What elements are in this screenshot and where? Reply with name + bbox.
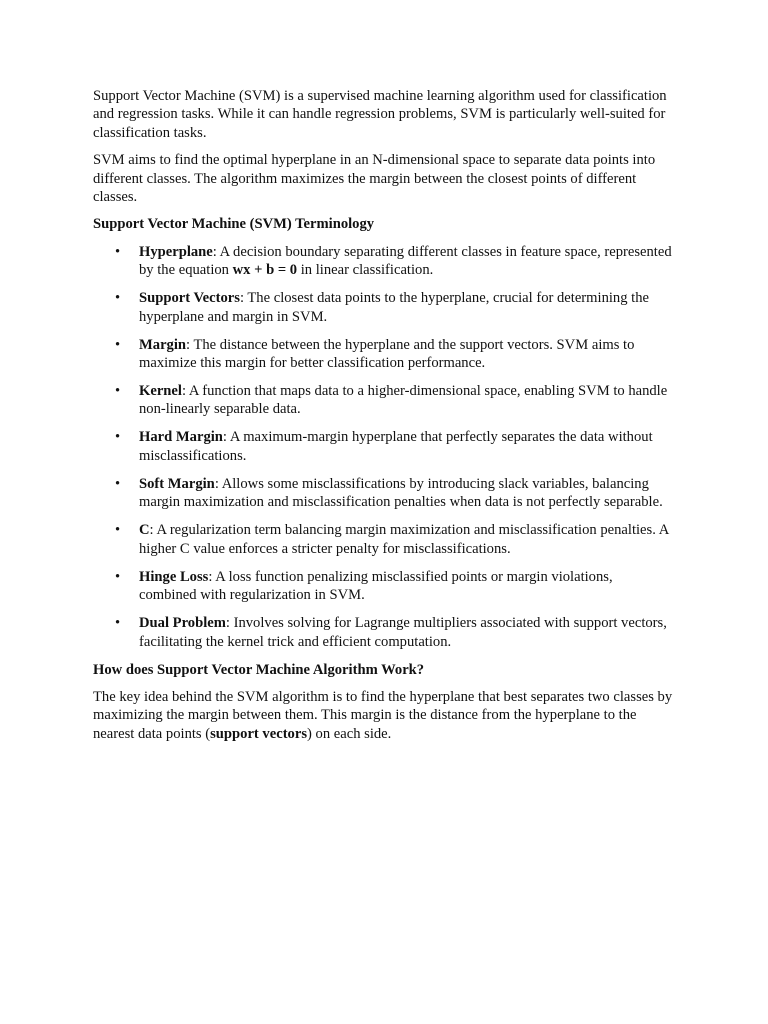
document-page (93, 87, 673, 752)
bullet-icon: • (115, 475, 121, 492)
term-label: Margin (139, 336, 187, 353)
bullet-icon: • (115, 290, 121, 307)
term-label: Kernel (139, 383, 182, 400)
bullet-icon: • (115, 429, 121, 446)
equation: wx + b = 0 (232, 262, 298, 279)
list-item-hinge-loss (93, 568, 673, 605)
paragraph-text: ) on each side. (307, 725, 392, 742)
bullet-icon: • (115, 615, 121, 632)
bullet-icon: • (115, 568, 121, 585)
terminology-list (93, 243, 673, 651)
list-item-hard-margin (93, 428, 673, 465)
list-item-margin (93, 336, 673, 373)
bullet-icon: • (115, 383, 121, 400)
term-label: Hard Margin (139, 429, 223, 446)
term-label: Support Vectors (139, 290, 240, 307)
term-text: : A function that maps data to a higher-dimensional space, enabling SVM to handle non-linearly separable data. (139, 383, 668, 418)
term-label: Hyperplane (139, 243, 213, 260)
support-vectors-term: support vectors (210, 725, 308, 742)
terminology-heading: Support Vector Machine (SVM) Terminology (93, 216, 375, 233)
term-text: in linear classification. (297, 262, 434, 279)
list-item-c (93, 521, 673, 558)
intro-paragraph-1: Support Vector Machine (SVM) is a supervised machine learning algorithm used for classification and regression tasks. While it can handle regression problems, SVM is particularly well-suited for classification tasks. (93, 88, 667, 141)
paragraph-text: The key idea behind the SVM algorithm is to find the hyperplane that best separates two classes by maximizing the margin between them. This margin is the distance from the hyperplane to the nearest data points ( (93, 688, 673, 742)
term-text: : Allows some misclassifications by introducing slack variables, balancing margin maximization and misclassification penalties when data is not perfectly separable. (139, 475, 663, 511)
bullet-icon: • (115, 243, 121, 260)
term-text: : A maximum-margin hyperplane that perfectly separates the data without misclassifications. (139, 429, 653, 464)
how-it-works-heading: How does Support Vector Machine Algorithm Work? (93, 661, 425, 678)
term-text: : The distance between the hyperplane and the support vectors. SVM aims to maximize this margin for better classification performance. (139, 336, 635, 372)
term-text: : Involves solving for Lagrange multipliers associated with support vectors, facilitating the kernel trick and efficient computation. (139, 615, 667, 650)
term-text: : A loss function penalizing misclassified points or margin violations, combined with regularization in SVM. (139, 568, 613, 604)
term-label: Dual Problem (139, 615, 226, 632)
term-text: : A decision boundary separating different classes in feature space, represented by the equation (139, 243, 672, 279)
bullet-icon: • (115, 522, 121, 539)
intro-paragraph-2: SVM aims to find the optimal hyperplane in an N-dimensional space to separate data points into different classes. The algorithm maximizes the margin between the closest points of different classes. (93, 152, 656, 206)
term-text: : The closest data points to the hyperplane, crucial for determining the hyperplane and margin in SVM. (139, 290, 649, 325)
term-label: C (139, 522, 150, 539)
bullet-icon: • (115, 336, 121, 353)
list-item-kernel (93, 382, 673, 419)
list-item-soft-margin (93, 475, 673, 512)
list-item-hyperplane (93, 243, 673, 280)
list-item-support-vectors (93, 289, 673, 326)
term-text: : A regularization term balancing margin maximization and misclassification penalties. A higher C value enforces a stricter penalty for misclassifications. (139, 522, 669, 557)
term-label: Hinge Loss (139, 568, 209, 585)
term-label: Soft Margin (139, 475, 215, 492)
list-item-dual-problem (93, 614, 673, 651)
how-it-works-paragraph (93, 688, 673, 743)
